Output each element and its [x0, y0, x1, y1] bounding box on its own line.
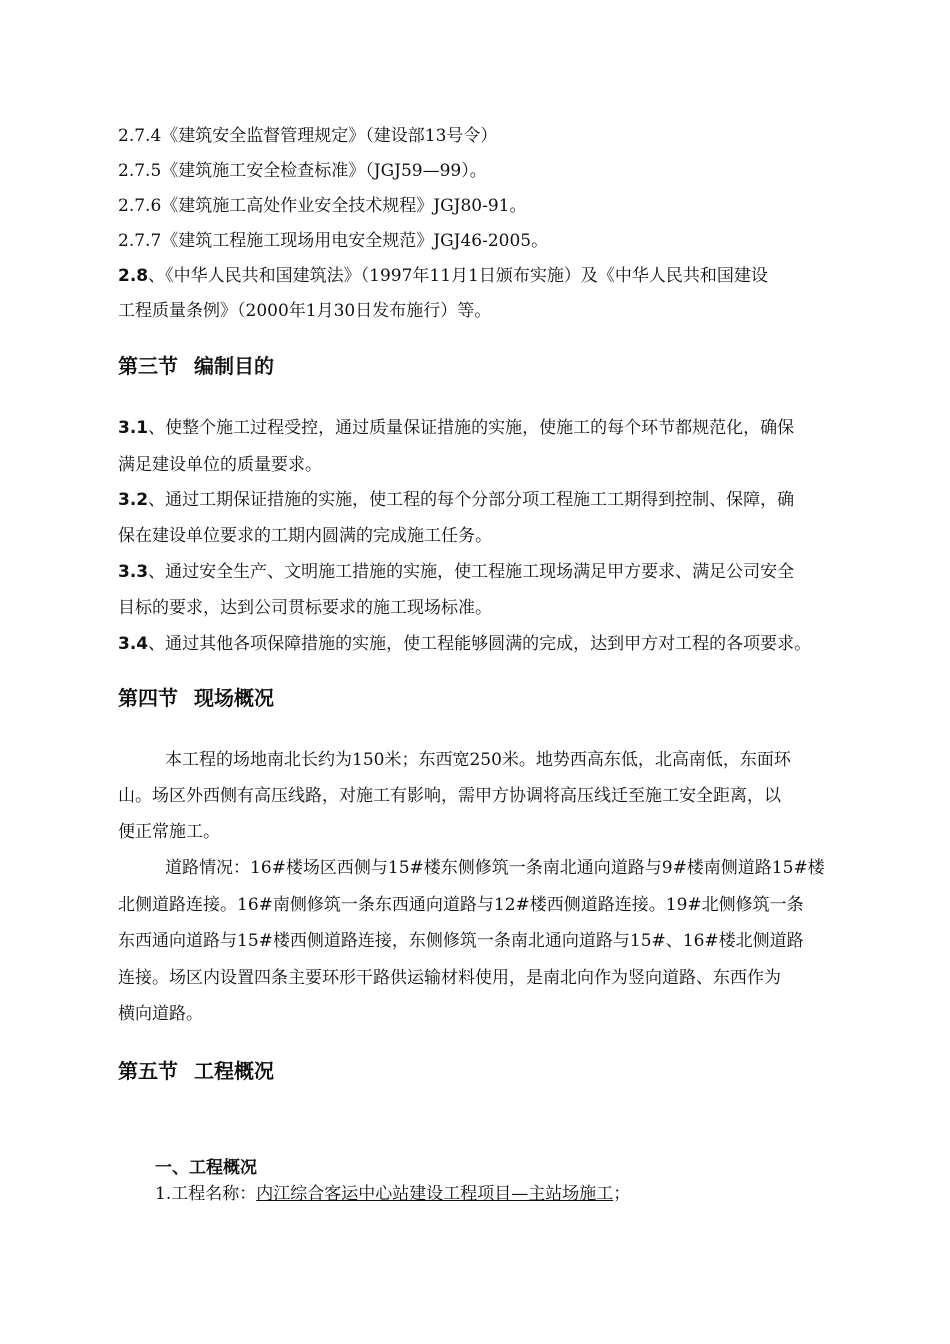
section-heading-3 [118, 352, 274, 380]
item-text: 、通过其他各项保障措施的实施，使工程能够圆满的完成，达到甲方对工程的各项要求。 [148, 634, 812, 654]
item-text: 、通过安全生产、文明施工措施的实施，使工程施工现场满足甲方要求、满足公司安全 [148, 562, 795, 582]
paragraph-1-line: 便正常施工。 [118, 822, 220, 842]
item-3-1-line2: 满足建设单位的质量要求。 [118, 455, 322, 475]
item-number: 2.8 [118, 266, 149, 286]
item-text: 、《中华人民共和国建筑法》（1997年11月1日颁布实施）及《中华人民共和国建设 [148, 266, 768, 286]
paragraph-1-line: 本工程的场地南北长约为150米；东西宽250米。地势西高东低，北高南低，东面环 [165, 750, 791, 770]
item-3-2-line1 [118, 488, 794, 512]
paragraph-2-line: 东西通向道路与15#楼西侧道路连接，东侧修筑一条南北通向道路与15#、16#楼北侧道路 [118, 931, 804, 951]
section-title: 现场概况 [194, 686, 274, 710]
item-number: 3.3 [118, 562, 149, 582]
section-label: 第三节 [118, 354, 178, 378]
reference-2-7-4: 2.7.4《建筑安全监督管理规定》（建设部13号令） [118, 126, 498, 146]
section-title: 编制目的 [194, 354, 274, 378]
item-number: 3.4 [118, 634, 149, 654]
reference-2-7-7: 2.7.7《建筑工程施工现场用电安全规范》JGJ46-2005。 [118, 231, 549, 251]
item-3-3-line1 [118, 560, 794, 584]
paragraph-1-line: 山。场区外西侧有高压线路，对施工有影响，需甲方协调将高压线迁至施工安全距离，以 [118, 786, 781, 806]
item-number: 3.2 [118, 490, 149, 510]
reference-2-7-5: 2.7.5《建筑施工安全检查标准》（JGJ59—99）。 [118, 161, 487, 181]
item-3-3-line2: 目标的要求，达到公司贯标要求的施工现场标准。 [118, 598, 492, 618]
project-name-value: 内江综合客运中心站建设工程项目—主站场施工 [256, 1184, 614, 1204]
item-text: 、使整个施工过程受控，通过质量保证措施的实施，使施工的每个环节都规范化，确保 [148, 418, 795, 438]
paragraph-2-line: 北侧道路连接。16#南侧修筑一条东西通向道路与12#楼西侧道路连接。19#北侧修筑一条 [118, 895, 804, 915]
reference-2-7-6: 2.7.6《建筑施工高处作业安全技术规程》JGJ80-91。 [118, 196, 527, 216]
item-3-1-line1 [118, 416, 794, 440]
item-text: 、通过工期保证措施的实施，使工程的每个分部分项工程施工工期得到控制、保障，确 [148, 490, 795, 510]
paragraph-2-line: 横向道路。 [118, 1004, 203, 1024]
section-heading-5 [118, 1057, 274, 1085]
sub-heading: 一、工程概况 [155, 1158, 257, 1178]
project-name-label: 1.工程名称： [155, 1184, 257, 1204]
item-3-4-line1 [118, 632, 811, 656]
section-heading-4 [118, 684, 274, 712]
paragraph-2-line: 道路情况：16#楼场区西侧与15#楼东侧修筑一条南北通向道路与9#楼南侧道路15#楼 [165, 858, 825, 878]
item-2-8-line2: 工程质量条例》（2000年1月30日发布施行）等。 [118, 301, 492, 321]
item-2-8-line1 [118, 264, 768, 288]
item-number: 3.1 [118, 418, 149, 438]
paragraph-2-line: 连接。场区内设置四条主要环形干路供运输材料使用，是南北向作为竖向道路、东西作为 [118, 968, 781, 988]
section-title: 工程概况 [194, 1059, 274, 1083]
project-name-line [155, 1182, 630, 1206]
section-label: 第五节 [118, 1059, 178, 1083]
section-label: 第四节 [118, 686, 178, 710]
project-name-end: ； [613, 1184, 631, 1204]
item-3-2-line2: 保在建设单位要求的工期内圆满的完成施工任务。 [118, 526, 492, 546]
